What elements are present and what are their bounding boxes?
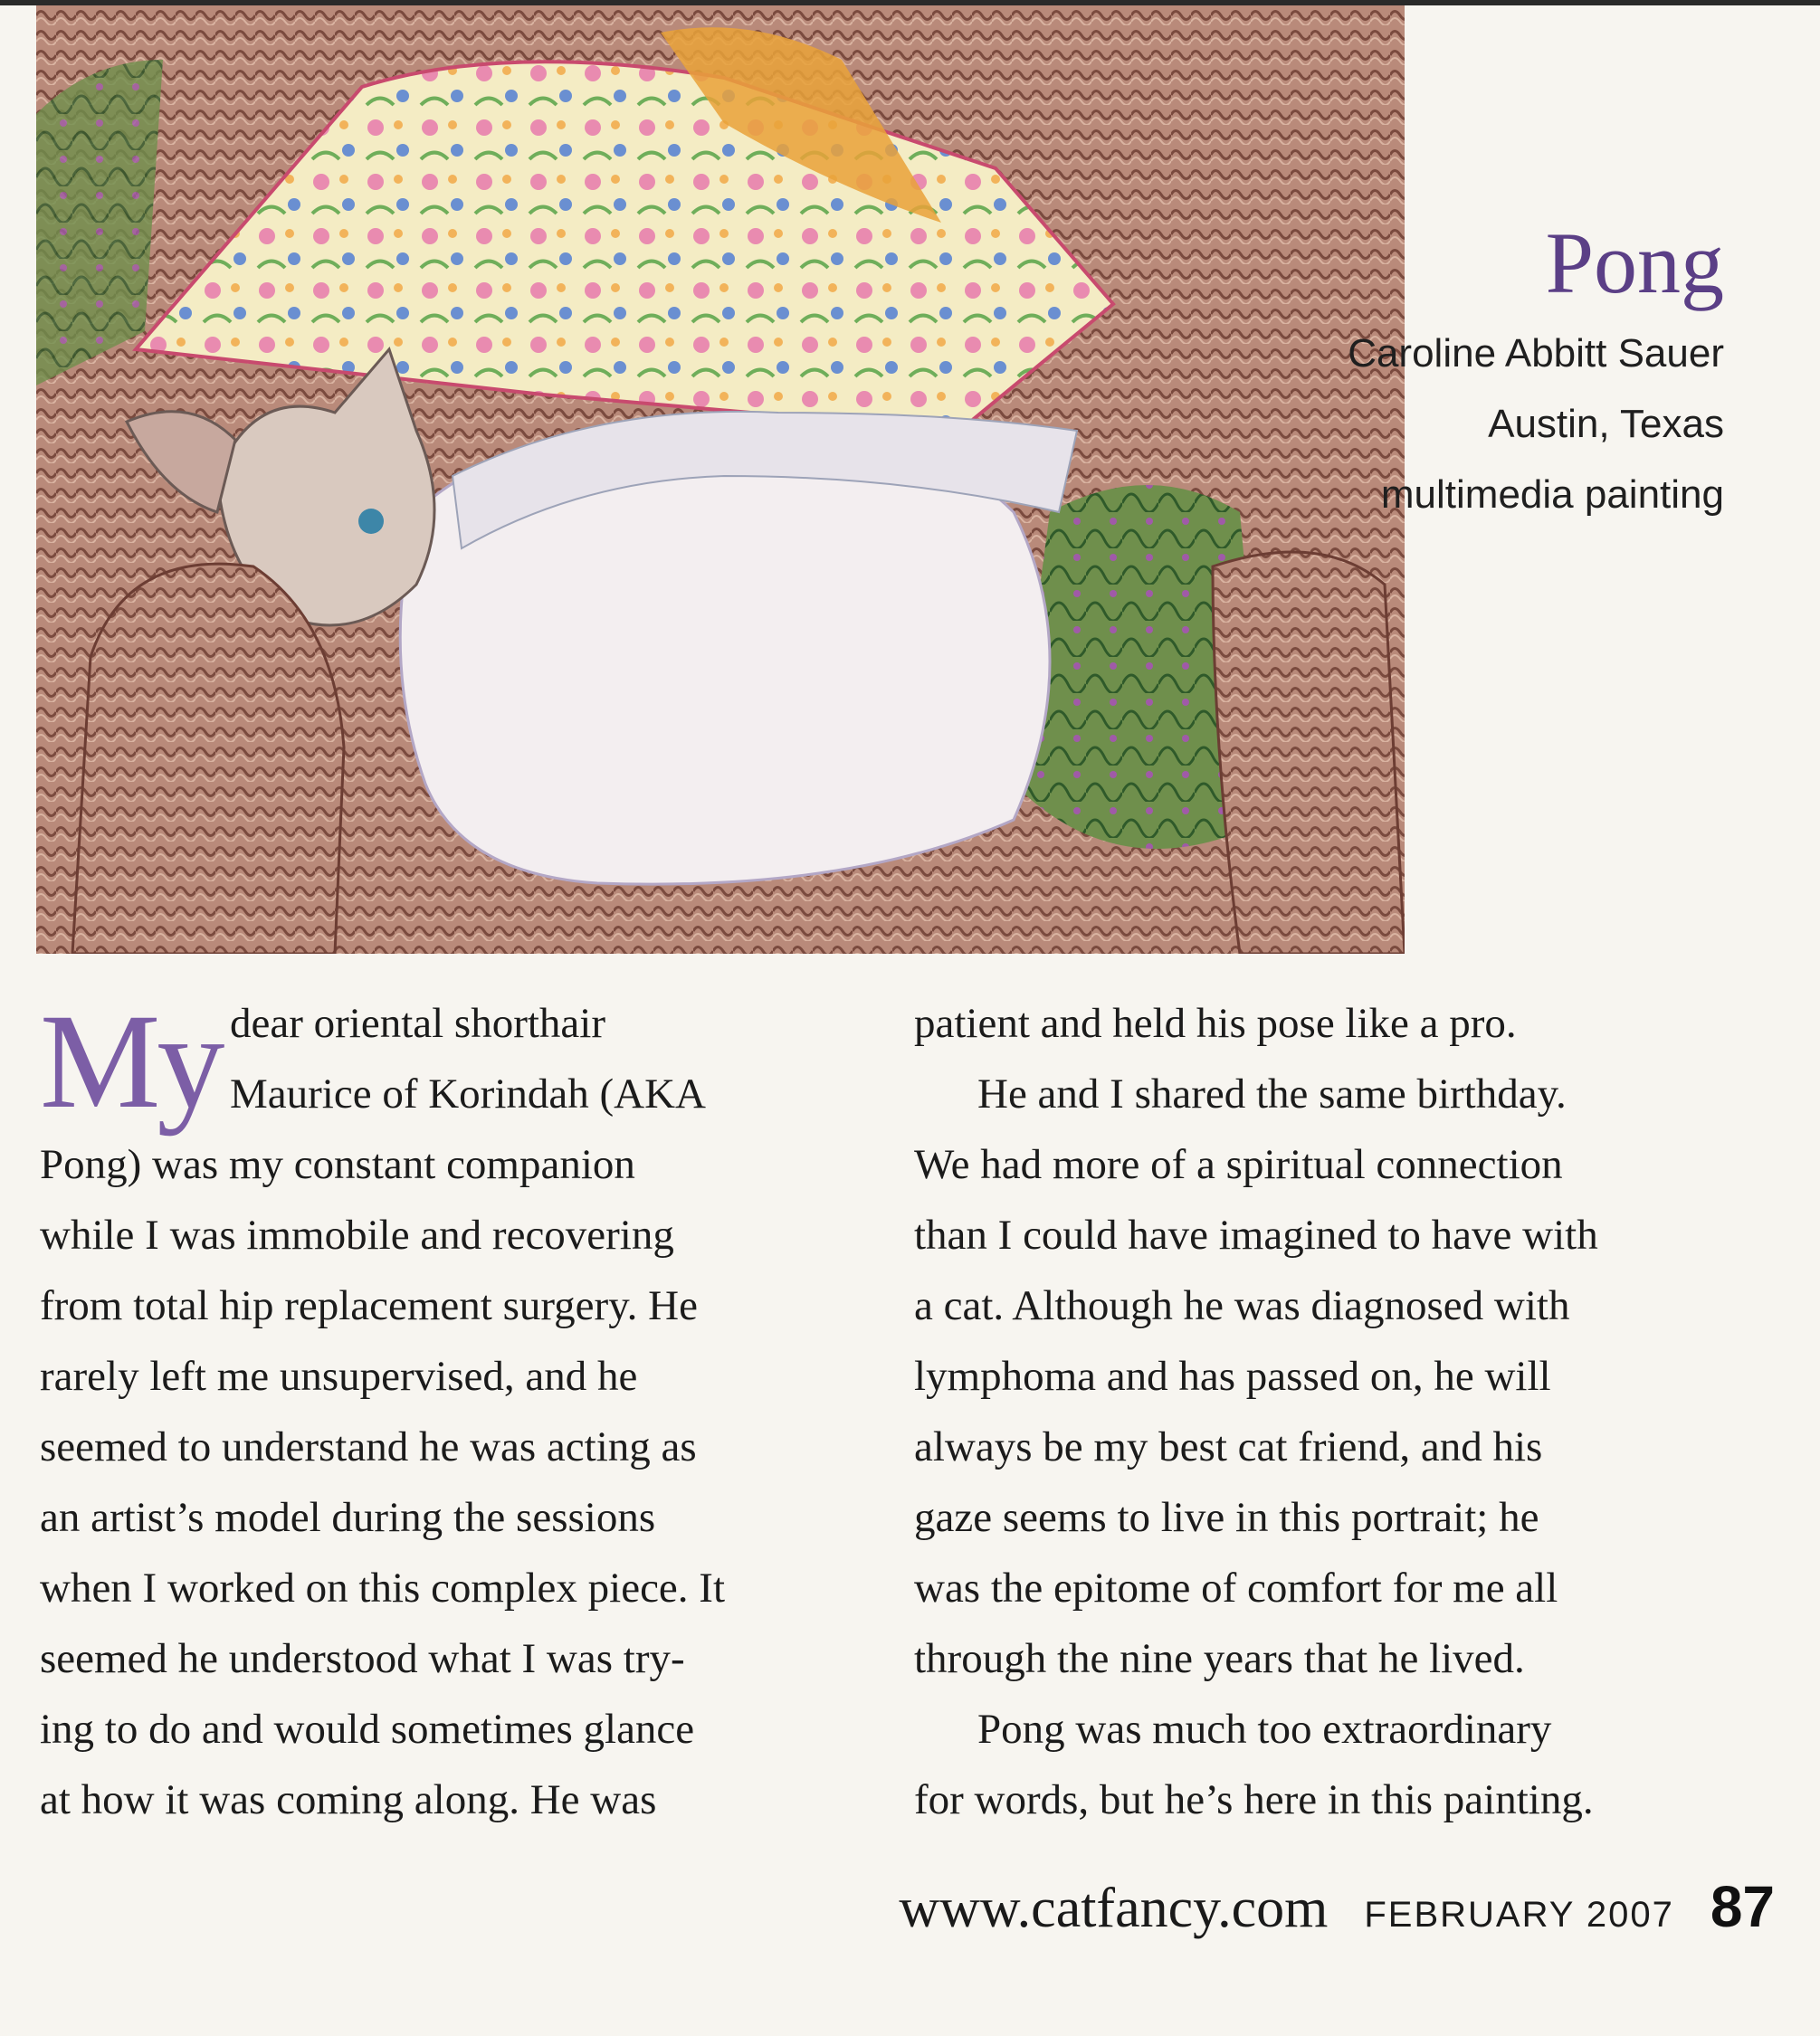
text-line: at how it was coming along. He was: [40, 1776, 657, 1823]
cat-painting-image: [36, 5, 1405, 954]
text-line: through the nine years that he lived.: [914, 1635, 1525, 1682]
artwork-title: Pong: [1545, 214, 1724, 311]
article-column-left: [40, 988, 854, 1835]
text-line: He and I shared the same birthday.: [977, 1070, 1567, 1118]
text-line: always be my best cat friend, and his: [914, 1423, 1543, 1470]
issue-date: FEBRUARY 2007: [1364, 1895, 1674, 1935]
text-line: from total hip replacement surgery. He: [40, 1282, 698, 1329]
text-line: Pong was much too extraordinary: [977, 1706, 1552, 1753]
text-line: seemed he understood what I was try-: [40, 1635, 685, 1682]
page-number: 87: [1710, 1874, 1775, 1939]
text-line: while I was immobile and recovering: [40, 1212, 674, 1259]
drop-cap-paragraph-start: [40, 986, 854, 1137]
text-line: than I could have imagined to have with: [914, 1212, 1598, 1259]
text-line: for words, but he’s here in this painting.: [914, 1776, 1594, 1823]
text-line: when I worked on this complex piece. It: [40, 1565, 726, 1612]
artist-name: Caroline Abbitt Sauer: [1348, 331, 1724, 376]
text-line: rarely left me unsupervised, and he: [40, 1353, 638, 1400]
text-line: an artist’s model during the sessions: [40, 1494, 656, 1541]
text-line: a cat. Although he was diagnosed with: [914, 1282, 1570, 1329]
text-line: ing to do and would sometimes glance: [40, 1706, 695, 1753]
article-column-right: [914, 988, 1729, 1835]
text-line: gaze seems to live in this portrait; he: [914, 1494, 1539, 1541]
text-line: lymphoma and has passed on, he will: [914, 1353, 1551, 1400]
text-line: We had more of a spiritual connection: [914, 1141, 1563, 1188]
website-url: www.catfancy.com: [899, 1878, 1329, 1939]
text-line: seemed to understand he was acting as: [40, 1423, 697, 1470]
text-line: patient and held his pose like a pro.: [914, 1000, 1517, 1047]
text-line: dear oriental shorthair: [230, 1000, 605, 1047]
text-line: Maurice of Korindah (AKA: [230, 1070, 706, 1118]
drop-cap: My: [40, 986, 222, 1137]
page-footer: [899, 1873, 1775, 1955]
artwork-medium: multimedia painting: [1380, 472, 1724, 517]
text-line: Pong) was my constant companion: [40, 1141, 635, 1188]
artwork-caption: [1348, 214, 1724, 530]
text-line: was the epitome of comfort for me all: [914, 1565, 1558, 1612]
artist-location: Austin, Texas: [1488, 402, 1724, 446]
